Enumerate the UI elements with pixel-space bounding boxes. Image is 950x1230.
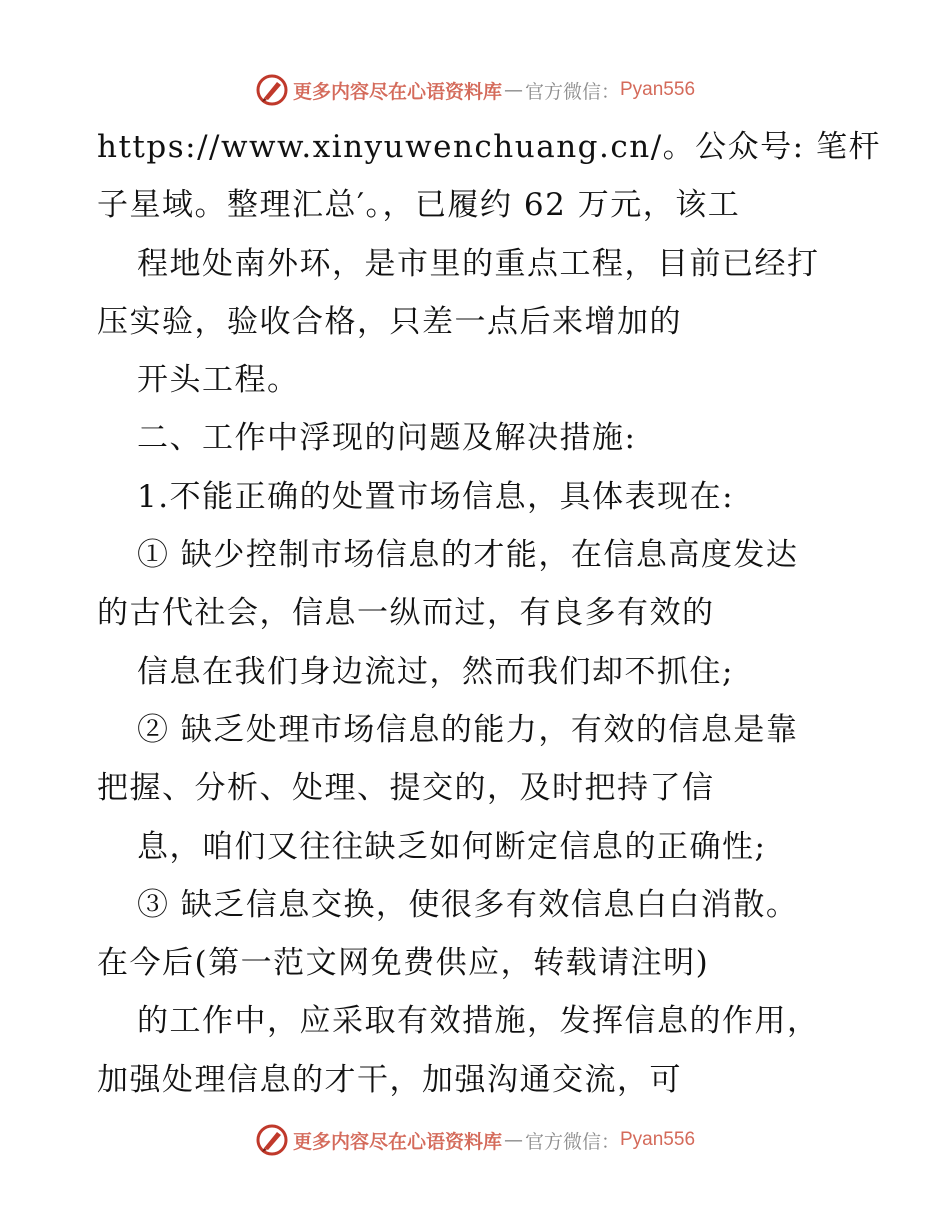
body-line: 子星域。整理汇总′。，已履约 62 万元，该工 <box>97 187 741 224</box>
body-line: ② 缺乏处理市场信息的能力，有效的信息是靠 <box>137 711 799 748</box>
body-line: 程地处南外环，是市里的重点工程，目前已经打 <box>137 245 820 282</box>
body-line: 在今后(第一范文网免费供应，转载请注明) <box>97 945 710 982</box>
pen-logo-icon <box>255 73 289 107</box>
body-line: 压实验，验收合格，只差一点后来增加的 <box>97 303 682 340</box>
body-line: 的古代社会，信息一纵而过，有良多有效的 <box>97 595 715 632</box>
section-heading: 二、工作中浮现的问题及解决措施: <box>137 420 637 457</box>
body-line: ① 缺少控制市场信息的才能，在信息高度发达 <box>137 537 799 574</box>
body-line: 信息在我们身边流过，然而我们却不抓住; <box>137 653 734 690</box>
document-body <box>97 118 881 1109</box>
watermark-main-text: 更多内容尽在心语资料库 <box>292 1130 502 1153</box>
body-line: 息，咱们又往往缺乏如何断定信息的正确性; <box>137 828 767 865</box>
watermark-dash: — <box>503 1129 523 1151</box>
pen-logo-icon <box>255 1123 289 1157</box>
watermark-wechat-id: Pyan556 <box>620 79 696 100</box>
body-line: 开头工程。 <box>137 362 300 399</box>
watermark-dash: — <box>503 79 523 101</box>
watermark-main-text: 更多内容尽在心语资料库 <box>292 80 502 103</box>
subsection-heading: 1.不能正确的处置市场信息，具体表现在: <box>137 478 735 515</box>
watermark-wechat-label: 官方微信： <box>524 80 620 103</box>
watermark-wechat-label: 官方微信： <box>524 1130 620 1153</box>
body-line: 加强处理信息的才干，加强沟通交流，可 <box>97 1061 682 1098</box>
body-line: 把握、分析、处理、提交的，及时把持了信 <box>97 770 715 807</box>
footer-watermark <box>0 1120 950 1160</box>
header-watermark <box>0 70 950 110</box>
watermark-wechat-id: Pyan556 <box>620 1129 696 1150</box>
body-line: ③ 缺乏信息交换，使很多有效信息白白消散。 <box>137 886 799 923</box>
body-line: https://www.xinyuwenchuang.cn/。公众号: 笔杆 <box>97 129 881 165</box>
body-line: 的工作中，应采取有效措施，发挥信息的作用， <box>137 1003 820 1040</box>
